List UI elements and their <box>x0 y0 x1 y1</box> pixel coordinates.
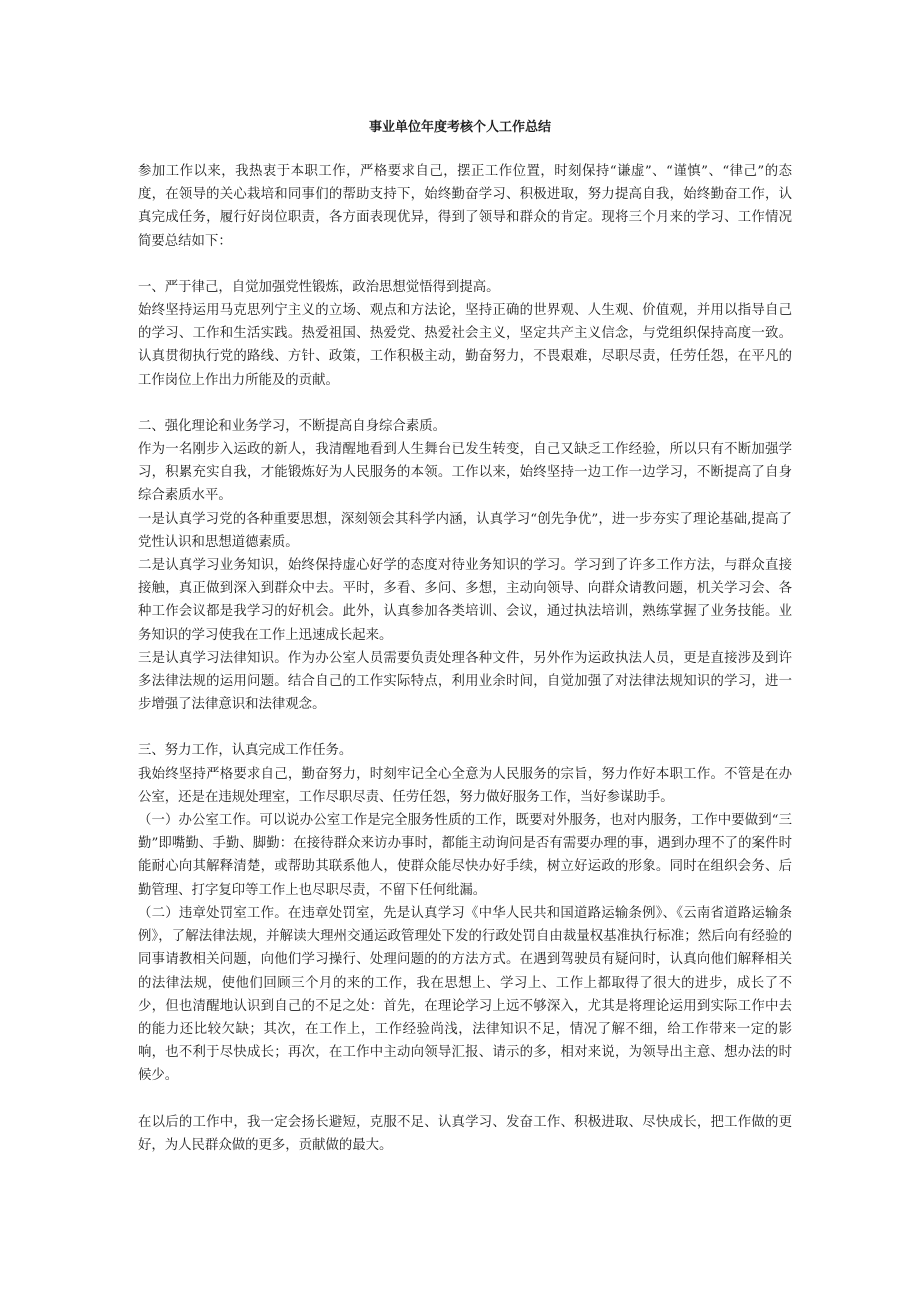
section-3-paragraph-3: （二）违章处罚室工作。在违章处罚室，先是认真学习《中华人民共和国道路运输条例》、《云南省道路运输条例》，了解法律法规，并解读大理州交通运政管理处下发的行政处罚自由裁量权基准执行标准；然后向有经验的同事请教相关问题，向他们学习操行、处理问题的的方法方式。在遇到驾驶员有疑问时，认真向他们解释相关的法律法规，使他们回顾三个月的来的工作，我在思想上、学习上、工作上都取得了很大的进步，成长了不少，但也清醒地认识到自己的不足之处：首先，在理论学习上远不够深入，尤其是将理论运用到实际工作中去的能力还比较欠缺；其次，在工作上，工作经验尚浅，法律知识不足，情况了解不细，给工作带来一定的影响，也不利于尽快成长；再次，在工作中主动向领导汇报、请示的多，相对来说，为领导出主意、想办法的时候少。 <box>138 905 792 1084</box>
closing-paragraph: 在以后的工作中，我一定会扬长避短，克服不足、认真学习、发奋工作、积极进取、尽快成长，把工作做的更好，为人民群众做的更多，贡献做的最大。 <box>138 1114 792 1153</box>
document-title: 事业单位年度考核个人工作总结 <box>368 120 551 135</box>
section-1-paragraph: 始终坚持运用马克思列宁主义的立场、观点和方法论，坚持正确的世界观、人生观、价值观，并用以指导自己的学习、工作和生活实践。热爱祖国、热爱党、热爱社会主义，坚定共产主义信念，与党组织保持高度一致。认真贯彻执行党的路线、方针、政策，工作积极主动，勤奋努力，不畏艰难，尽职尽责，任劳任怨，在平凡的工作岗位上作出力所能及的贡献。 <box>138 303 792 388</box>
section-2-paragraph-4: 三是认真学习法律知识。作为办公室人员需要负责处理各种文件，另外作为运政执法人员，更是直接涉及到许多法律法规的运用问题。结合自己的工作实际特点，利用业余时间，自觉加强了对法律法规知识的学习，进一步增强了法律意识和法律观念。 <box>138 650 792 713</box>
intro-paragraph: 参加工作以来，我热衷于本职工作，严格要求自己，摆正工作位置，时刻保持“谦虚”、“谨慎”、“律己”的态度，在领导的关心栽培和同事们的帮助支持下，始终勤奋学习、积极进取，努力提高自我，始终勤奋工作，认真完成任务，履行好岗位职责，各方面表现优异，得到了领导和群众的肯定。现将三个月来的学习、工作情况简要总结如下： <box>138 164 792 249</box>
section-2-paragraph-2: 一是认真学习党的各种重要思想，深刻领会其科学内涵，认真学习“创先争优”，进一步夯实了理论基础,提高了党性认识和思想道德素质。 <box>138 511 792 550</box>
section-2-heading: 二、强化理论和业务学习，不断提高自身综合素质。 <box>138 418 446 434</box>
section-2-paragraph-3: 二是认真学习业务知识，始终保持虚心好学的态度对待业务知识的学习。学习到了许多工作方法，与群众直接接触，真正做到深入到群众中去。平时，多看、多问、多想，主动向领导、向群众请教问题，机关学习会、各种工作会议都是我学习的好机会。此外，认真参加各类培训、会议，通过执法培训，熟练掌握了业务技能。业务知识的学习使我在工作上迅速成长起来。 <box>138 558 792 643</box>
section-1-heading: 一、严于律己，自觉加强党性锻炼，政治思想觉悟得到提高。 <box>138 279 500 295</box>
section-3-paragraph-2: （一）办公室工作。可以说办公室工作是完全服务性质的工作，既要对外服务，也对内服务，工作中要做到“三勤”即嘴勤、手勤、脚勤：在接待群众来访办事时，都能主动询问是否有需要办理的事，遇到办理不了的案件时能耐心向其解释清楚，或帮助其联系他人，使群众能尽快办好手续，树立好运政的形象。同时在组织会务、后勤管理、打字复印等工作上也尽职尽责，不留下任何纰漏。 <box>138 813 792 898</box>
document-body <box>138 160 792 1157</box>
section-3-heading: 三、努力工作，认真完成工作任务。 <box>138 743 353 759</box>
section-2-paragraph-1: 作为一名刚步入运政的新人，我清醒地看到人生舞台已发生转变，自己又缺乏工作经验，所以只有不断加强学习，积累充实自我，才能锻炼好为人民服务的本领。工作以来，始终坚持一边工作一边学习，不断提高了自身综合素质水平。 <box>138 442 792 504</box>
section-3-paragraph-1: 我始终坚持严格要求自己，勤奋努力，时刻牢记全心全意为人民服务的宗旨，努力作好本职工作。不管是在办公室，还是在违规处理室，工作尽职尽责、任劳任怨，努力做好服务工作，当好参谋助手。 <box>138 766 792 805</box>
